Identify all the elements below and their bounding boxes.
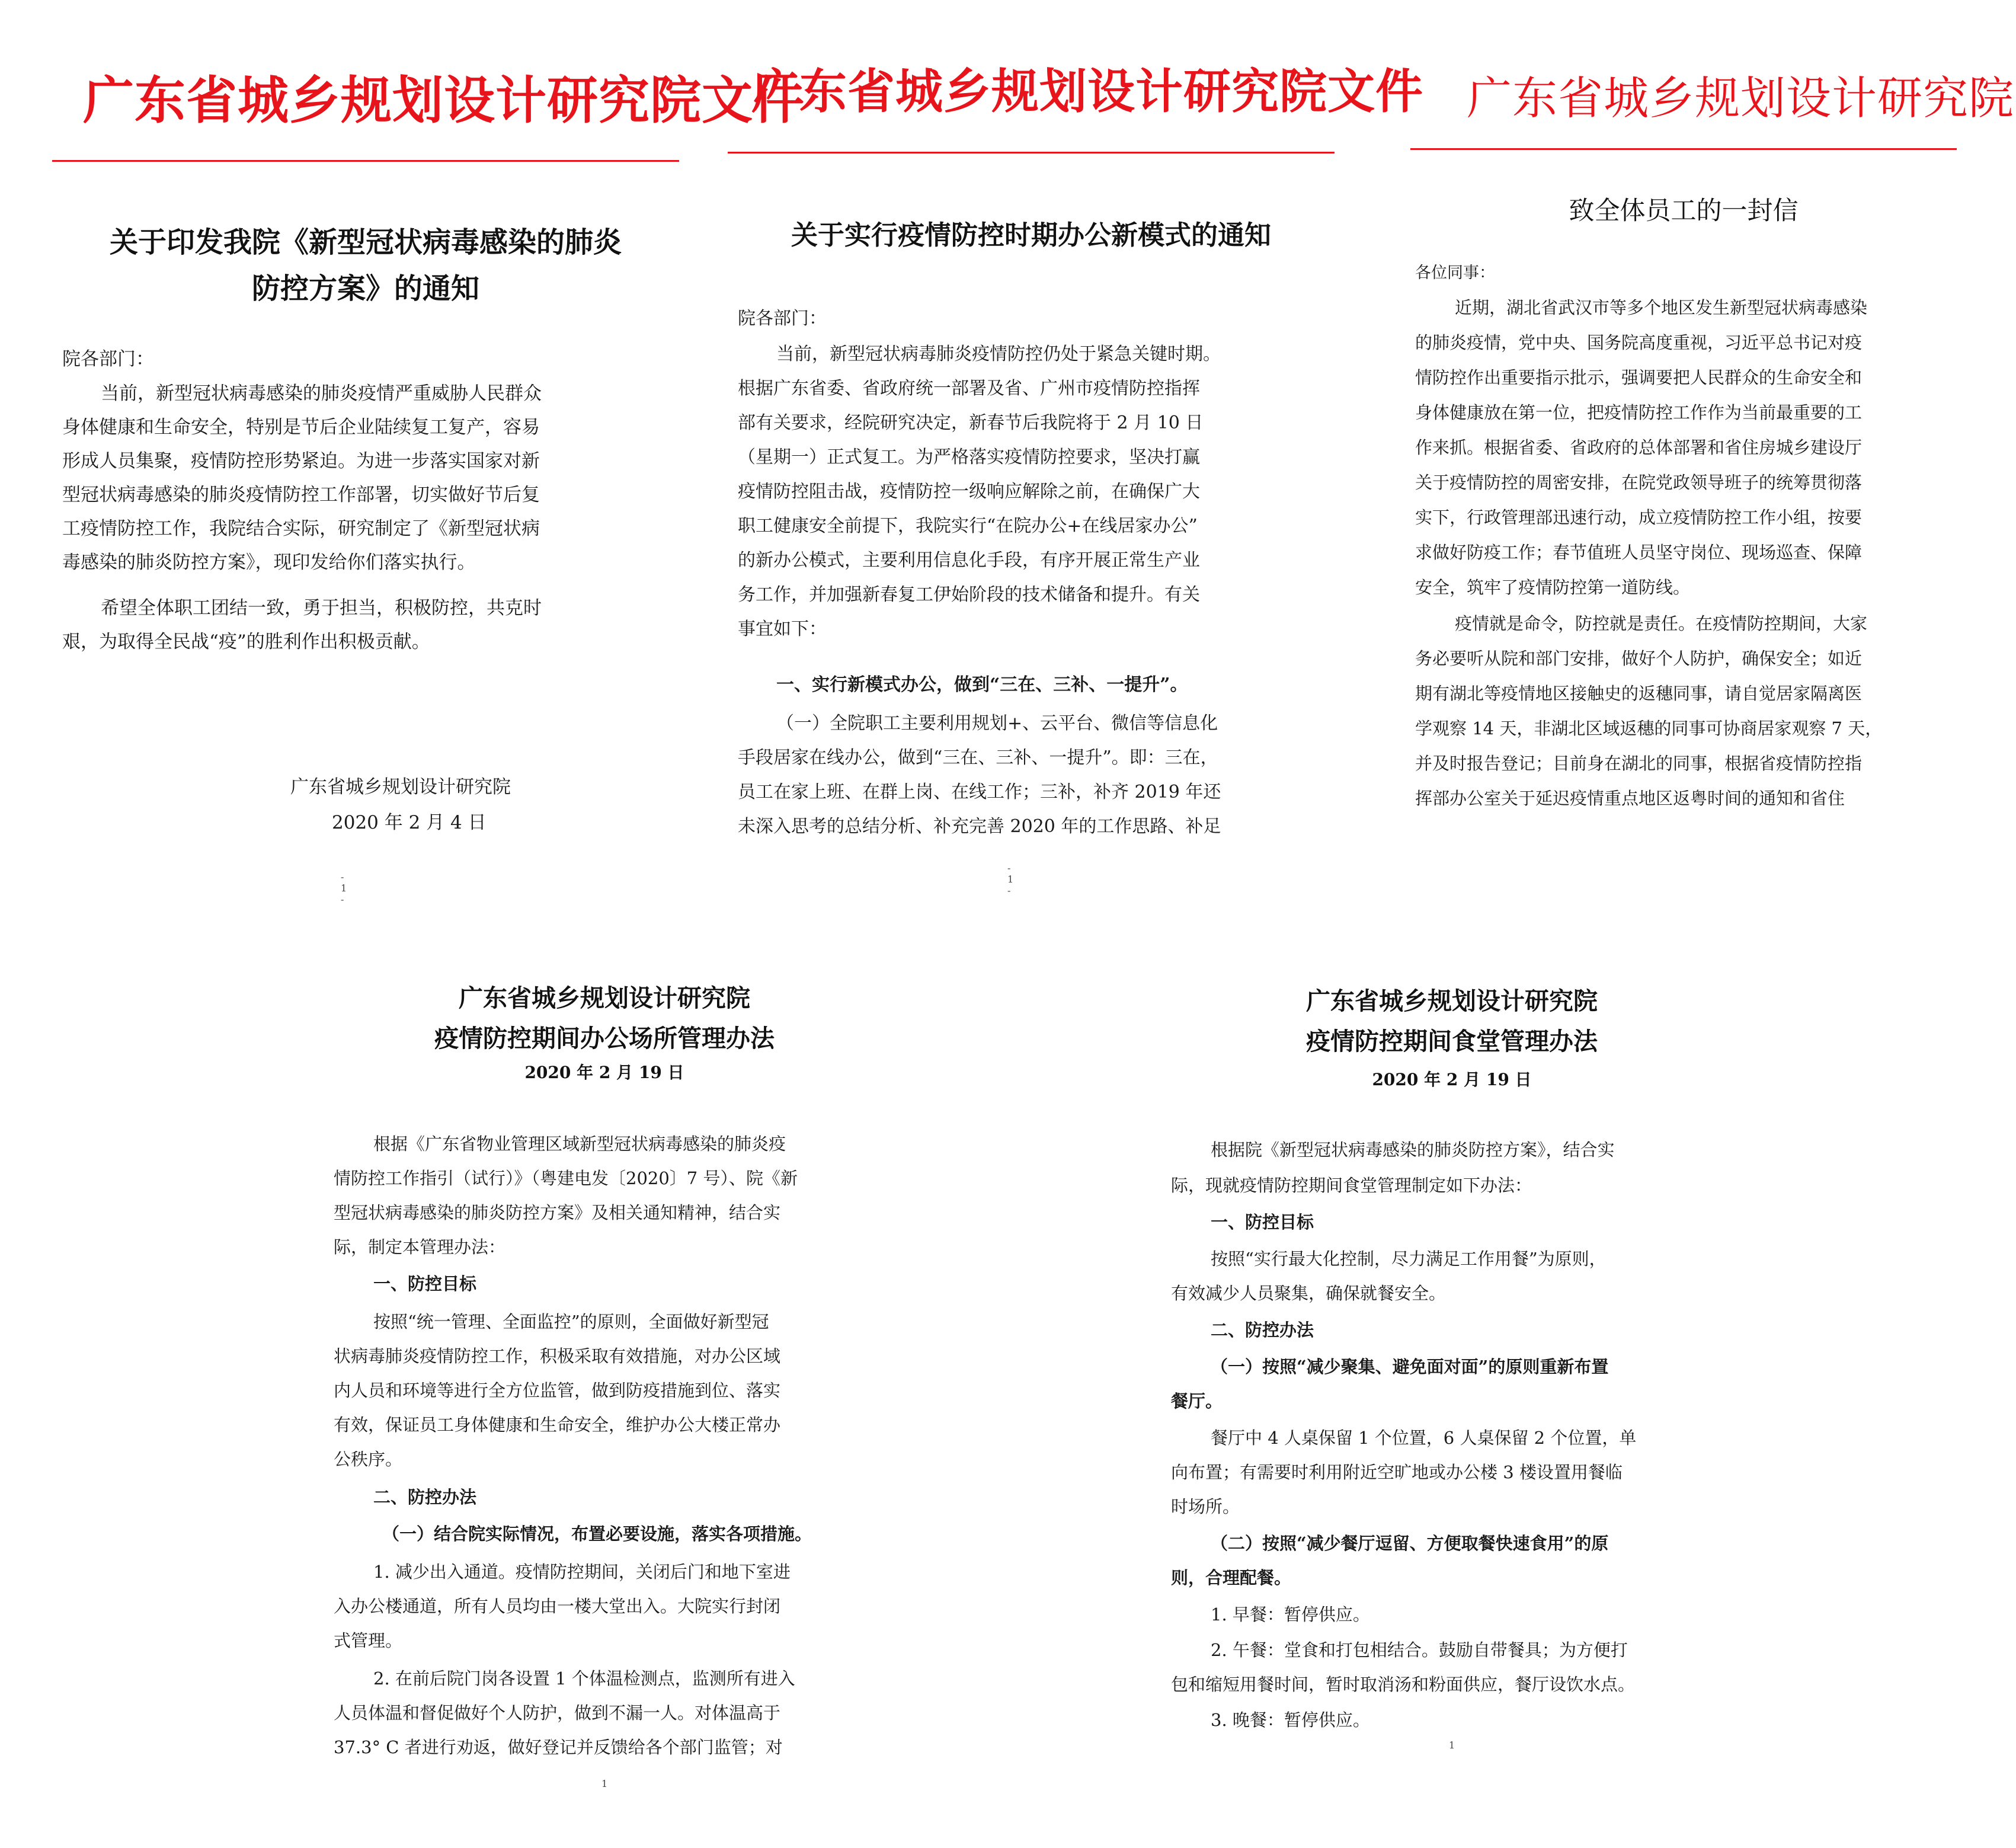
body-line: 根据《广东省物业管理区域新型冠状病毒感染的肺炎疫 [373, 1134, 786, 1154]
title-line: 疫情防控期间办公场所管理办法 [434, 1024, 775, 1053]
body-line: 型冠状病毒感染的肺炎疫情防控工作部署，切实做好节后复 [62, 484, 540, 506]
red-letterhead: 广东省城乡规划设计研究院文件 [751, 63, 1423, 119]
body-line: 1. 早餐：暂停供应。 [1211, 1604, 1370, 1625]
red-rule [52, 160, 679, 162]
body-line: 疫情防控阻击战，疫情防控一级响应解除之前，在确保广大 [738, 481, 1200, 502]
body-line: 3. 晚餐：暂停供应。 [1211, 1710, 1370, 1730]
page-number: 1 [601, 1778, 608, 1789]
body-line: 向布置；有需要时利用附近空旷地或办公楼 3 楼设置用餐临 [1171, 1462, 1623, 1482]
body-line: 求做好防疫工作；春节值班人员坚守岗位、现场巡查、保障 [1415, 542, 1863, 562]
body-line: 安全，筑牢了疫情防控第一道防线。 [1415, 577, 1691, 597]
body-line: 作来抓。根据省委、省政府的总体部署和省住房城乡建设厅 [1415, 437, 1863, 458]
body-line: 当前，新型冠状病毒肺炎疫情防控仍处于紧急关键时期。 [776, 344, 1221, 365]
title-line: 防控方案》的通知 [251, 272, 479, 305]
document-title [52, 219, 679, 312]
body-line: 情防控作出重要指示批示，强调要把人民群众的生命安全和 [1415, 367, 1863, 388]
signature: 广东省城乡规划设计研究院 [290, 776, 511, 798]
body-line: 际，现就疫情防控期间食堂管理制定如下办法： [1171, 1175, 1532, 1195]
body-line: 未深入思考的总结分析、补充完善 2020 年的工作思路、补足 [738, 816, 1221, 837]
body-line: 式管理。 [334, 1630, 403, 1651]
body-line: 按照“实行最大化控制，尽力满足工作用餐”为原则， [1211, 1249, 1607, 1269]
body-line: 手段居家在线办公，做到“三在、三补、一提升”。即：三在， [738, 747, 1218, 768]
body-line: 务必要听从院和部门安排，做好个人防护，确保安全；如近 [1415, 648, 1863, 669]
body-line: 状病毒肺炎疫情防控工作，积极采取有效措施，对办公区域 [334, 1346, 781, 1366]
body-line: 的新办公模式，主要利用信息化手段，有序开展正常生产业 [738, 550, 1200, 571]
body-line: 入办公楼通道，所有人员均由一楼大堂出入。大院实行封闭 [334, 1596, 781, 1616]
subsection-heading: （一）按照“减少聚集、避免面对面”的原则重新布置 [1211, 1357, 1609, 1377]
body-line: 37.3° C 者进行劝返，做好登记并反馈给各个部门监管；对 [334, 1737, 783, 1757]
body-line: 根据广东省委、省政府统一部署及省、广州市疫情防控指挥 [738, 378, 1200, 399]
body-line: 内人员和环境等进行全方位监管，做到防疫措施到位、落实 [334, 1380, 781, 1401]
title-line: 关于印发我院《新型冠状病毒感染的肺炎 [109, 226, 622, 259]
red-letterhead: 广东省城乡规划设计研究院文件 [83, 71, 805, 130]
section-heading: 一、实行新模式办公，做到“三在、三补、一提升”。 [776, 674, 1188, 695]
body-line: 期有湖北等疫情地区接触史的返穗同事，请自觉居家隔离医 [1415, 683, 1863, 704]
body-line: 人员体温和督促做好个人防护，做到不漏一人。对体温高于 [334, 1703, 781, 1723]
body-line: 际，制定本管理办法： [334, 1237, 506, 1257]
signature-date: 2020 年 2 月 4 日 [332, 812, 487, 833]
body-line: 当前，新型冠状病毒感染的肺炎疫情严重威胁人民群众 [101, 383, 542, 404]
body-line: 型冠状病毒感染的肺炎防控方案》及相关通知精神，结合实 [334, 1203, 781, 1223]
body-line: 时场所。 [1171, 1497, 1240, 1517]
red-letterhead: 广东省城乡规划设计研究院 [1467, 72, 2014, 124]
body-line: 1. 减少出入通道。疫情防控期间，关闭后门和地下室进 [373, 1562, 791, 1582]
title-line: 广东省城乡规划设计研究院 [1306, 987, 1598, 1015]
red-rule [1410, 148, 1957, 150]
body-line: 公秩序。 [334, 1449, 403, 1469]
body-line: 形成人员集聚，疫情防控形势紧迫。为进一步落实国家对新 [62, 450, 540, 472]
body-line: 2. 在前后院门岗各设置 1 个体温检测点，监测所有进入 [373, 1668, 795, 1689]
page-number: 1 [1449, 1740, 1455, 1751]
document-title: 关于实行疫情防控时期办公新模式的通知 [791, 219, 1271, 251]
body-line: 情防控工作指引（试行）》（粤建电发〔2020〕7 号）、院《新 [334, 1168, 798, 1188]
red-rule [728, 152, 1335, 154]
body-line: 部有关要求，经院研究决定，新春节后我院将于 2 月 10 日 [738, 413, 1204, 433]
page-number: - 1 - [341, 871, 347, 905]
body-line: 务工作，并加强新春复工伊始阶段的技术储备和提升。有关 [738, 584, 1200, 605]
body-line: （一）全院职工主要利用规划+、云平台、微信等信息化 [776, 713, 1218, 734]
body-line: 希望全体职工团结一致，勇于担当，积极防控，共克时 [101, 597, 542, 619]
body-line: 职工健康安全前提下，我院实行“在院办公+在线居家办公” [738, 516, 1198, 536]
subsection-heading: （一）结合院实际情况，布置必要设施，落实各项措施。 [382, 1524, 812, 1544]
body-line: 近期，湖北省武汉市等多个地区发生新型冠状病毒感染 [1455, 298, 1868, 318]
body-line: 员工在家上班、在群上岗、在线工作；三补，补齐 2019 年还 [738, 782, 1221, 802]
body-line: 挥部办公室关于延迟疫情重点地区返粤时间的通知和省住 [1415, 788, 1845, 808]
section-heading: 二、防控办法 [1211, 1320, 1314, 1340]
subsection-heading: （二）按照“减少餐厅逗留、方便取餐快速食用”的原 [1211, 1533, 1609, 1553]
document-date: 2020 年 2 月 19 日 [1372, 1070, 1532, 1089]
body-line: 疫情就是命令，防控就是责任。在疫情防控期间，大家 [1455, 613, 1868, 634]
section-heading: 一、防控目标 [373, 1274, 477, 1294]
body-line: 身体健康和生命安全，特别是节后企业陆续复工复产，容易 [62, 417, 540, 438]
body-line: 有效减少人员聚集，确保就餐安全。 [1171, 1283, 1447, 1303]
body-line: 并及时报告登记；目前身在湖北的同事，根据省疫情防控指 [1415, 753, 1863, 773]
body-line: 学观察 14 天，非湖北区域返穗的同事可协商居家观察 7 天， [1415, 718, 1883, 738]
title-line: 疫情防控期间食堂管理办法 [1306, 1027, 1598, 1056]
body-line: 关于疫情防控的周密安排，在院党政领导班子的统筹贯彻落 [1415, 472, 1863, 493]
section-heading: 一、防控目标 [1211, 1212, 1314, 1232]
document-date: 2020 年 2 月 19 日 [524, 1063, 684, 1082]
section-heading: 二、防控办法 [373, 1487, 477, 1507]
salutation: 院各部门： [738, 308, 827, 329]
salutation: 各位同事： [1415, 264, 1495, 282]
page-number: - 1 - [1007, 862, 1014, 896]
body-line: 的肺炎疫情，党中央、国务院高度重视，习近平总书记对疫 [1415, 332, 1863, 353]
subsection-heading: 餐厅。 [1171, 1391, 1223, 1411]
body-line: 毒感染的肺炎防控方案》，现印发给你们落实执行。 [62, 552, 476, 573]
document-title: 致全体员工的一封信 [1569, 196, 1799, 226]
title-line: 广东省城乡规划设计研究院 [459, 984, 750, 1012]
document-title [1126, 981, 1778, 1062]
body-line: （星期一）正式复工。为严格落实疫情防控要求，坚决打赢 [738, 447, 1200, 468]
body-line: 有效，保证员工身体健康和生命安全，维护办公大楼正常办 [334, 1415, 781, 1435]
body-line: 餐厅中 4 人桌保留 1 个位置，6 人桌保留 2 个位置，单 [1211, 1428, 1637, 1448]
body-line: 工疫情防控工作，我院结合实际，研究制定了《新型冠状病 [62, 518, 540, 539]
body-line: 按照“统一管理、全面监控”的原则，全面做好新型冠 [373, 1312, 769, 1332]
body-line: 2. 午餐：堂食和打包相结合。鼓励自带餐具；为方便打 [1211, 1640, 1628, 1660]
salutation: 院各部门： [62, 349, 154, 370]
body-line: 事宜如下： [738, 619, 827, 640]
body-line: 根据院《新型冠状病毒感染的肺炎防控方案》，结合实 [1211, 1140, 1615, 1160]
body-line: 艰，为取得全民战“疫”的胜利作出积极贡献。 [62, 631, 430, 653]
body-line: 身体健康放在第一位，把疫情防控工作作为当前最重要的工 [1415, 402, 1863, 423]
subsection-heading: 则，合理配餐。 [1171, 1568, 1292, 1588]
body-line: 包和缩短用餐时间，暂时取消汤和粉面供应，餐厅设饮水点。 [1171, 1674, 1636, 1694]
document-title [284, 978, 924, 1059]
body-line: 实下，行政管理部迅速行动，成立疫情防控工作小组，按要 [1415, 507, 1863, 527]
